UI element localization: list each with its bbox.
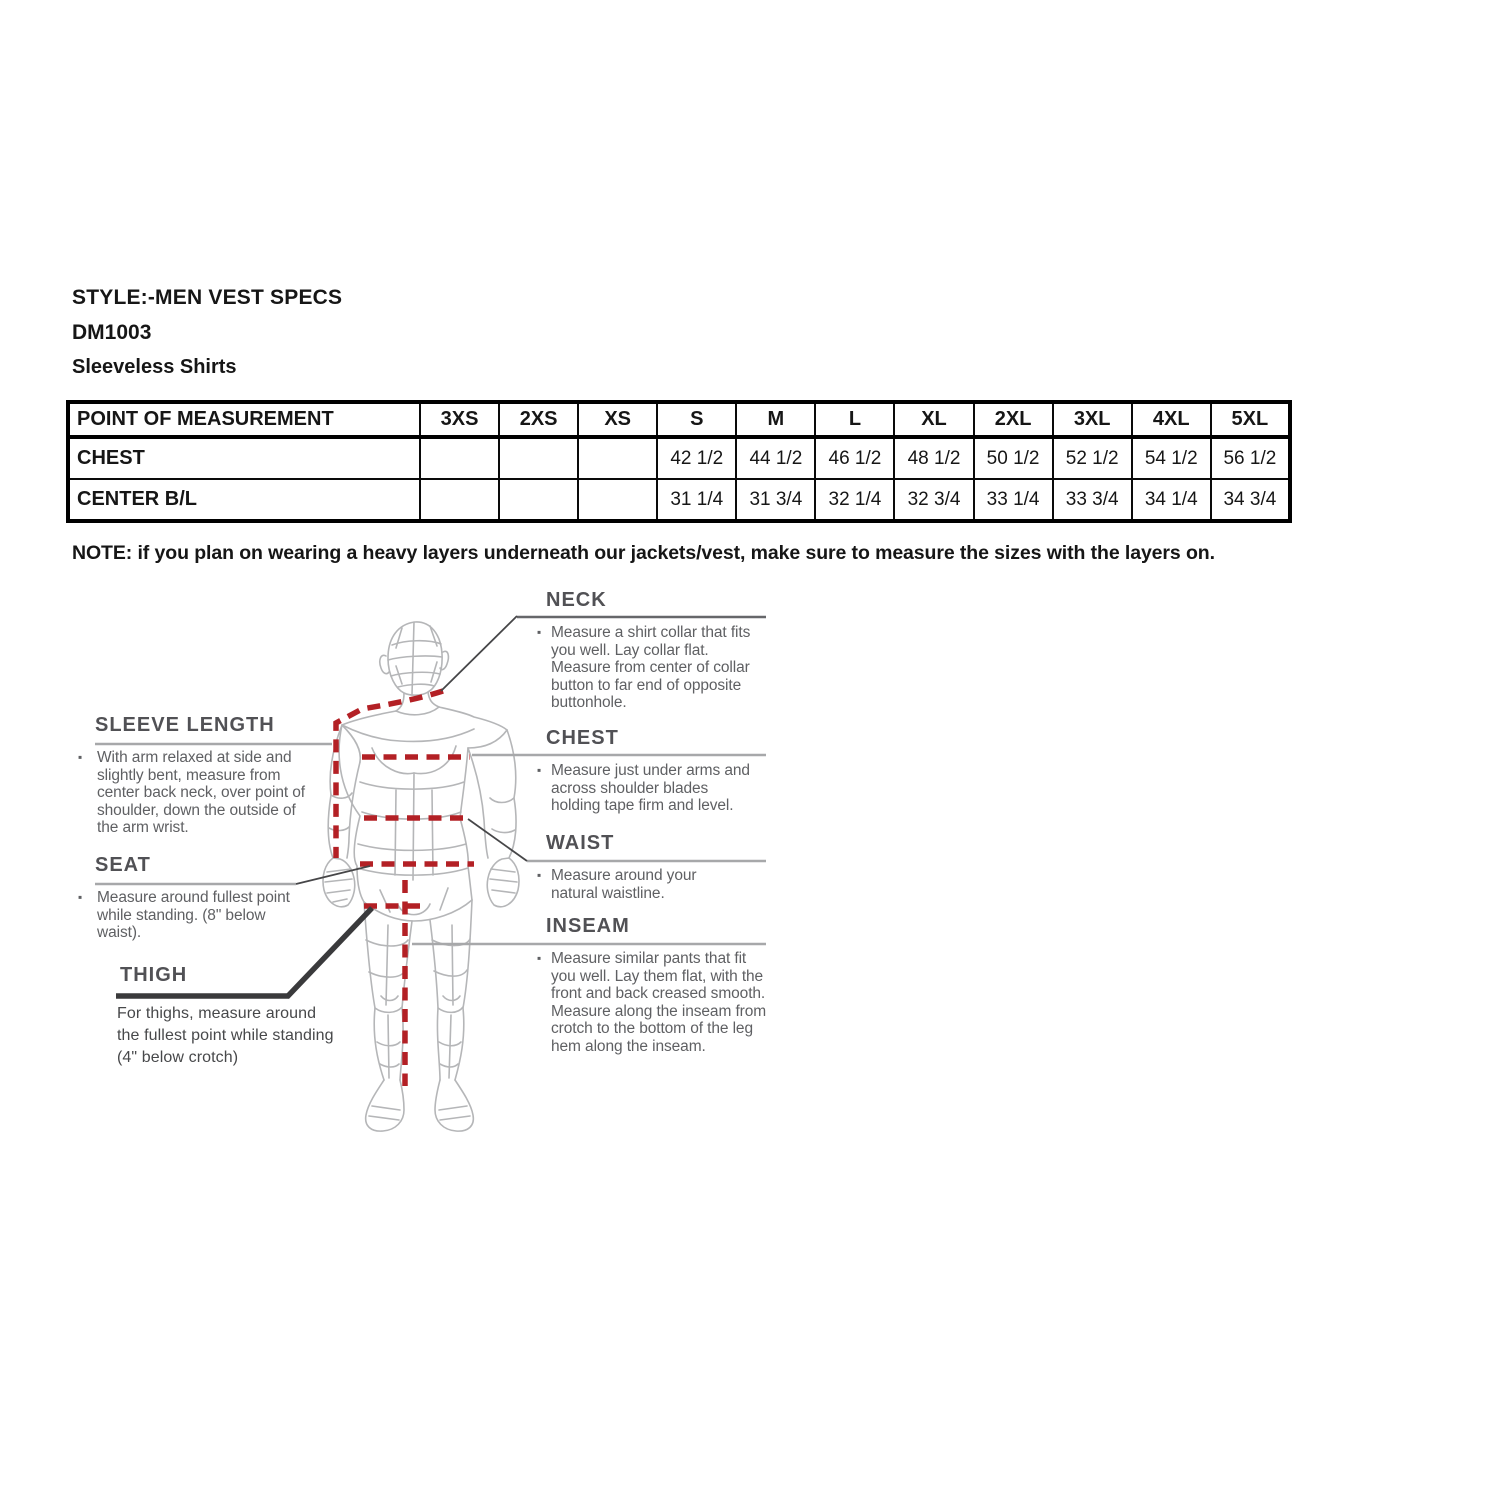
sleeve-length-measure-line <box>336 691 443 858</box>
centerbl-3xl: 33 3/4 <box>1053 479 1132 521</box>
column-header-5xl: 5XL <box>1211 402 1290 437</box>
model-code: DM1003 <box>72 321 152 344</box>
chest-4xl: 54 1/2 <box>1132 437 1211 479</box>
bullet-icon: ▪ <box>78 750 83 764</box>
bullet-icon: ▪ <box>537 951 542 965</box>
bullet-icon: ▪ <box>537 868 542 882</box>
centerbl-xl: 32 3/4 <box>894 479 973 521</box>
inseam-section-description: ▪ Measure similar pants that fit you well. Lay them flat, with the front and back creased smooth. Measure along the inseam from crotch to the bottom of the leg hem along the inseam. <box>537 950 767 1055</box>
sleeve-length-section-description: ▪ With arm relaxed at side and slightly bent, measure from center back neck, over point of shoulder, down the outside of the arm wrist. <box>78 749 305 836</box>
neck-section <box>537 589 769 712</box>
row-label-center-bl: CENTER B/L <box>68 479 420 521</box>
column-header-4xl: 4XL <box>1132 402 1211 437</box>
chest-2xl: 50 1/2 <box>974 437 1053 479</box>
seat-section-title: SEAT <box>95 854 151 876</box>
neck-section-title: NECK <box>546 589 607 611</box>
bullet-icon: ▪ <box>78 890 83 904</box>
centerbl-2xl: 33 1/4 <box>974 479 1053 521</box>
column-header-xs: XS <box>578 402 657 437</box>
column-header-3xl: 3XL <box>1053 402 1132 437</box>
chest-s: 42 1/2 <box>657 437 736 479</box>
note-text: NOTE: if you plan on wearing a heavy layers underneath our jackets/vest, make sure to measure the sizes with the layers on. <box>72 542 1215 564</box>
sleeve-length-section-title: SLEEVE LENGTH <box>95 714 275 736</box>
sleeve-length-section <box>78 714 309 837</box>
waist-section <box>537 832 741 902</box>
bullet-icon: ▪ <box>537 763 542 777</box>
column-header-m: M <box>736 402 815 437</box>
column-header-2xl: 2XL <box>974 402 1053 437</box>
column-header-l: L <box>815 402 894 437</box>
column-header-point-of-measurement: POINT OF MEASUREMENT <box>68 402 420 437</box>
chest-section-title: CHEST <box>546 727 619 749</box>
seat-section <box>78 854 292 942</box>
product-type: Sleeveless Shirts <box>72 356 237 378</box>
chest-m: 44 1/2 <box>736 437 815 479</box>
chest-section <box>537 727 751 815</box>
inseam-section <box>537 915 769 1055</box>
centerbl-4xl: 34 1/4 <box>1132 479 1211 521</box>
waist-section-description: ▪ Measure around your natural waistline. <box>537 867 697 902</box>
waist-section-title: WAIST <box>546 832 615 854</box>
chest-section-description: ▪ Measure just under arms and across shoulder blades holding tape firm and level. <box>537 762 750 814</box>
column-header-2xs: 2XS <box>499 402 578 437</box>
chest-5xl: 56 1/2 <box>1211 437 1290 479</box>
column-header-s: S <box>657 402 736 437</box>
seat-section-description: ▪ Measure around fullest point while standing. (8" below waist). <box>78 889 290 941</box>
chest-xl: 48 1/2 <box>894 437 973 479</box>
centerbl-s: 31 1/4 <box>657 479 736 521</box>
neck-section-description: ▪ Measure a shirt collar that fits you well. Lay collar flat. Measure from center of collar button to far end of opposite buttonhole. <box>537 624 751 711</box>
thigh-section-title: THIGH <box>120 964 188 986</box>
chest-l: 46 1/2 <box>815 437 894 479</box>
row-label-chest: CHEST <box>68 437 420 479</box>
waist-connector-line <box>468 819 527 861</box>
centerbl-5xl: 34 3/4 <box>1211 479 1290 521</box>
chest-3xl: 52 1/2 <box>1053 437 1132 479</box>
column-header-3xs: 3XS <box>420 402 499 437</box>
neck-connector-line <box>441 616 517 691</box>
style-title: STYLE:-MEN VEST SPECS <box>72 286 343 309</box>
bullet-icon: ▪ <box>537 625 542 639</box>
thigh-section <box>117 964 342 1069</box>
thigh-section-description: For thighs, measure around the fullest point while standing (4" below crotch) <box>117 1005 334 1066</box>
centerbl-l: 32 1/4 <box>815 479 894 521</box>
inseam-section-title: INSEAM <box>546 915 630 937</box>
column-header-xl: XL <box>894 402 973 437</box>
centerbl-m: 31 3/4 <box>736 479 815 521</box>
